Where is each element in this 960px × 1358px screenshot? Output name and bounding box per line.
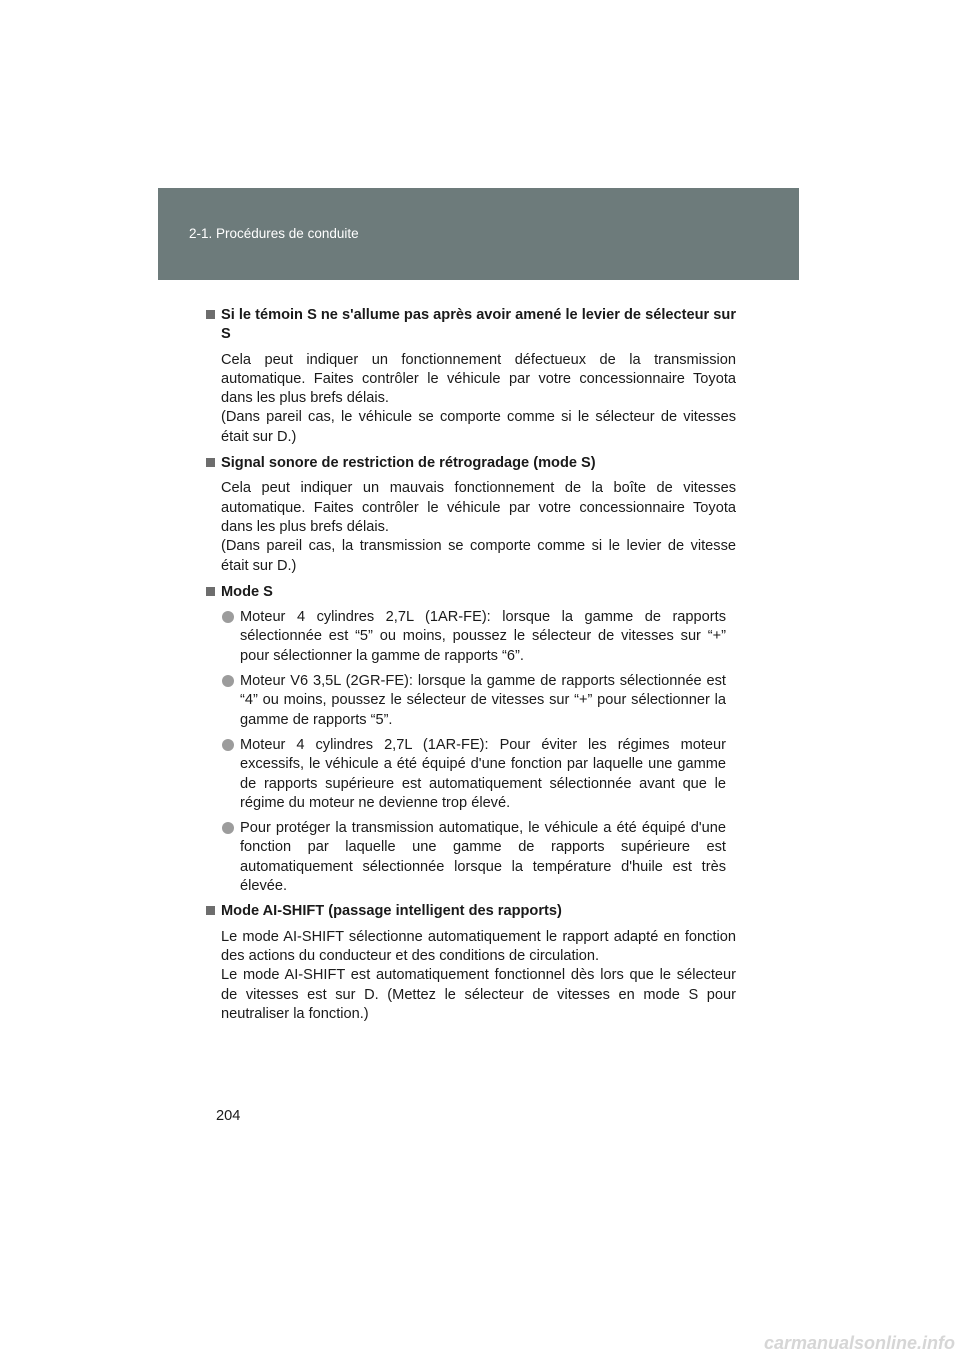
paragraph [221, 928, 736, 1024]
bullet-list [221, 608, 726, 896]
list-item-text: Moteur 4 cylindres 2,7L (1AR-FE): Pour éviter les régimes moteur excessifs, le véhicule a été équipé d'une fonction par laquelle une gamme de rapports supérieure est automatiquement sélectionnée avant que le régime du moteur ne devienne trop élevé. [240, 736, 726, 811]
square-bullet-icon [206, 587, 215, 596]
section-heading-text: Signal sonore de restriction de rétrogradage (mode S) [221, 455, 596, 472]
square-bullet-icon [206, 310, 215, 319]
section-heading [206, 306, 736, 345]
paragraph-line: Le mode AI-SHIFT sélectionne automatiquement le rapport adapté en fonction des actions du conducteur et des conditions de circulation. [221, 928, 736, 964]
circle-bullet-icon [222, 675, 234, 687]
list-item [221, 819, 726, 896]
paragraph-line: (Dans pareil cas, la transmission se comporte comme si le levier de vitesse était sur D.) [221, 538, 736, 574]
section-heading [206, 583, 736, 602]
circle-bullet-icon [222, 611, 234, 623]
page-content [206, 306, 736, 1031]
list-item-text: Moteur 4 cylindres 2,7L (1AR-FE): lorsque la gamme de rapports sélectionnée est “5” ou moins, poussez le sélecteur de vitesses sur “+” pour sélectionner la gamme de rapports “6”. [240, 609, 726, 664]
section-title: 2-1. Procédures de conduite [189, 226, 359, 241]
section-heading-text: Mode S [221, 583, 273, 600]
circle-bullet-icon [222, 822, 234, 834]
section-heading [206, 454, 736, 473]
list-item [221, 672, 726, 730]
list-item-text: Moteur V6 3,5L (2GR-FE): lorsque la gamme de rapports sélectionnée est “4” ou moins, poussez le sélecteur de vitesses sur “+” pour sélectionner la gamme de rapports “5”. [240, 673, 726, 728]
square-bullet-icon [206, 458, 215, 467]
paragraph-line: Cela peut indiquer un fonctionnement défectueux de la transmission automatique. Faites contrôler le véhicule par votre concessionnaire Toyota dans les plus brefs délais. [221, 351, 736, 407]
paragraph-line: Cela peut indiquer un mauvais fonctionnement de la boîte de vitesses automatique. Faites contrôler le véhicule par votre concessionnaire Toyota dans les plus brefs délais. [221, 480, 736, 535]
square-bullet-icon [206, 906, 215, 915]
page-number: 204 [216, 1108, 241, 1124]
paragraph [221, 351, 736, 447]
list-item-text: Pour protéger la transmission automatique, le véhicule a été équipé d'une fonction par laquelle une gamme de rapports supérieure est automatiquement sélectionnée lorsque la température d'huile est très élevée. [240, 820, 726, 895]
section-heading-text: Mode AI-SHIFT (passage intelligent des rapports) [221, 903, 562, 920]
section-heading-text: Si le témoin S ne s'allume pas après avoir amené le levier de sélecteur sur S [221, 307, 736, 343]
paragraph-line: (Dans pareil cas, le véhicule se comporte comme si le sélecteur de vitesses était sur D.) [221, 409, 736, 445]
circle-bullet-icon [222, 739, 234, 751]
section-heading [206, 902, 736, 921]
paragraph [221, 479, 736, 575]
paragraph-line: Le mode AI-SHIFT est automatiquement fonctionnel dès lors que le sélecteur de vitesses est sur D. (Mettez le sélecteur de vitesses en mode S pour neutraliser la fonction.) [221, 967, 736, 1022]
section-header-bar [158, 188, 799, 280]
list-item [221, 736, 726, 813]
list-item [221, 608, 726, 666]
watermark: carmanualsonline.info [763, 1333, 955, 1353]
